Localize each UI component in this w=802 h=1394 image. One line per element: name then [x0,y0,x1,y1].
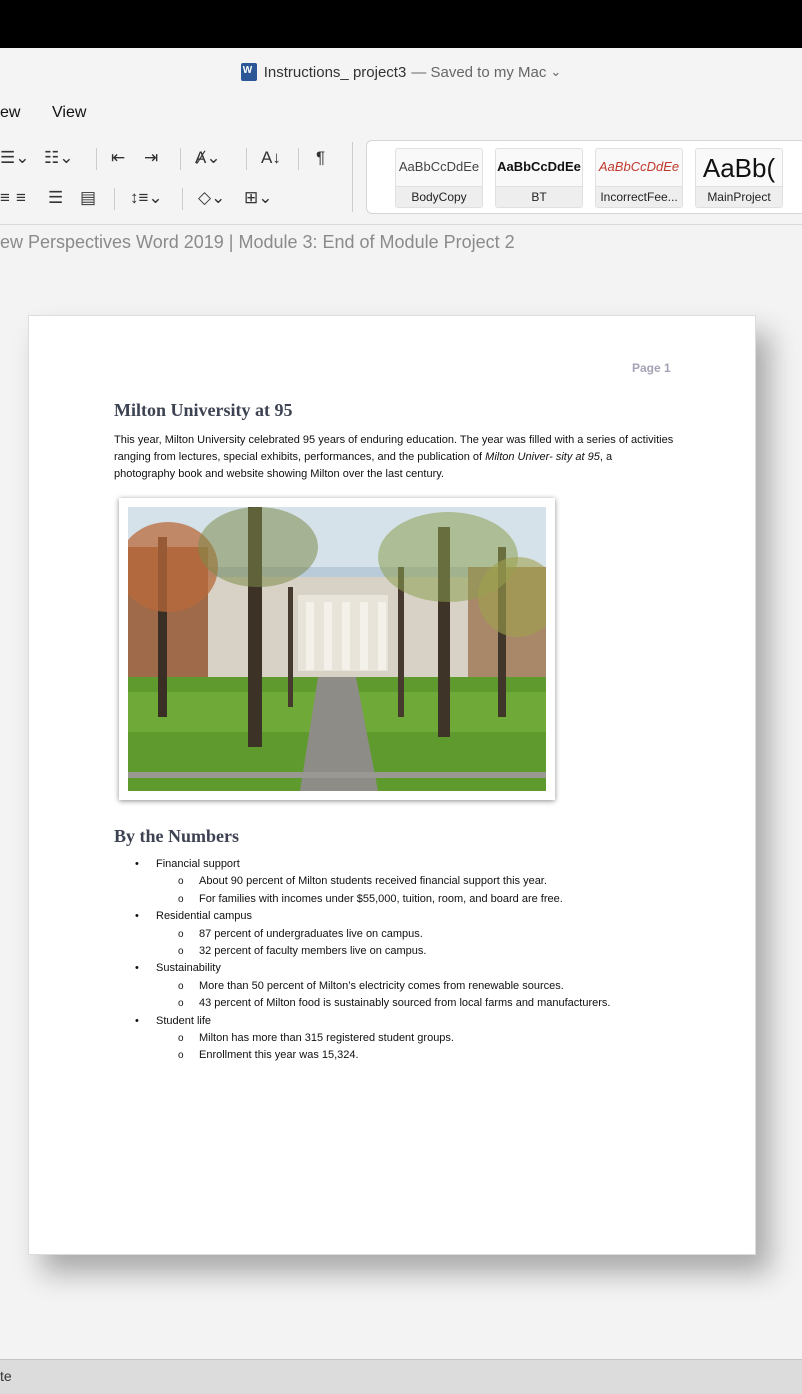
list-item: • Residential campus [114,908,714,925]
style-mainproject[interactable] [695,148,783,208]
list-subitem: o About 90 percent of Milton students received financial support this year. [114,873,714,890]
section-title: By the Numbers [114,826,239,846]
status-text: te [0,1368,12,1384]
list-subitem: o 87 percent of undergraduates live on campus. [114,926,714,943]
document-title[interactable]: Instructions_ project3 [263,63,407,81]
status-bar [0,1359,802,1394]
decrease-indent-icon[interactable]: ⇤ [111,148,126,167]
campus-photo-illustration [128,507,546,791]
list-subitem: o More than 50 percent of Milton’s electricity comes from renewable sources. [114,978,714,995]
asian-layout-icon[interactable]: Ⱥ⌄ [195,148,221,167]
style-name: MainProject [696,186,782,207]
align-right-icon[interactable]: ≡ [16,188,26,207]
save-status: — Saved to my Mac [411,63,547,81]
campus-photo-frame [119,498,555,800]
style-bt[interactable] [495,148,583,208]
borders-icon[interactable]: ⊞⌄ [244,188,273,207]
justify-icon[interactable]: ☰ [48,188,64,207]
numbers-list [114,856,714,1065]
list-subitem: o Enrollment this year was 15,324. [114,1047,714,1064]
show-formatting-icon[interactable]: ¶ [316,148,326,167]
align-left-icon[interactable]: ≡ [0,188,10,207]
document-page[interactable] [28,315,756,1255]
style-name: BodyCopy [396,186,482,207]
chevron-down-icon[interactable]: ⌄ [550,64,562,79]
page-title: Milton University at 95 [114,400,293,420]
increase-indent-icon[interactable]: ⇥ [144,148,159,167]
title-bar [0,48,802,96]
list-item: • Financial support [114,856,714,873]
word-doc-icon [241,63,257,81]
style-incorrect-feedback[interactable] [595,148,683,208]
shading-icon[interactable]: ◇⌄ [198,188,226,207]
page-number: Page 1 [632,361,671,375]
style-sample: AaBbCcDdEe [497,159,581,174]
intro-paragraph [114,432,674,483]
list-item: • Student life [114,1013,714,1030]
line-spacing-icon[interactable]: ↕≡⌄ [130,188,163,207]
bullets-icon[interactable]: ☰⌄ [0,148,30,167]
style-sample: AaBbCcDdEe [398,159,480,174]
menu-bar [0,96,802,132]
style-sample: AaBb( [702,153,776,183]
list-item: • Sustainability [114,960,714,977]
style-name: BT [496,186,582,207]
top-black-bar [0,0,802,48]
menu-item-review[interactable]: ew [0,104,21,121]
sort-icon[interactable]: A↓ [261,148,281,167]
ribbon [0,132,802,225]
styles-gallery [366,140,802,214]
list-subitem: o 32 percent of faculty members live on campus. [114,943,714,960]
style-name: IncorrectFee... [596,186,682,207]
list-subitem: o 43 percent of Milton food is sustainably sourced from local farms and manufacturers. [114,995,714,1012]
document-path-header: ew Perspectives Word 2019 | Module 3: End of Module Project 2 [0,232,515,252]
distributed-icon[interactable]: ▤ [80,188,97,207]
style-bodycopy[interactable] [395,148,483,208]
book-title: Milton Univer- sity at 95 [485,451,600,463]
list-subitem: o Milton has more than 315 registered student groups. [114,1030,714,1047]
multilevel-list-icon[interactable]: ☷⌄ [44,148,74,167]
intro-text: This year, Milton University celebrated 95 years of enduring education. The year was filled with a series of activities ranging from lectures, special exhibits, performances, and the publication of [114,434,674,463]
style-sample: AaBbCcDdEe [598,159,680,174]
list-subitem: o For families with incomes under $55,000, tuition, room, and board are free. [114,891,714,908]
campus-photo [128,507,546,791]
intro-text-end: , a photography book and website showing Milton over the last century. [114,451,613,480]
menu-item-view[interactable]: View [52,104,87,121]
